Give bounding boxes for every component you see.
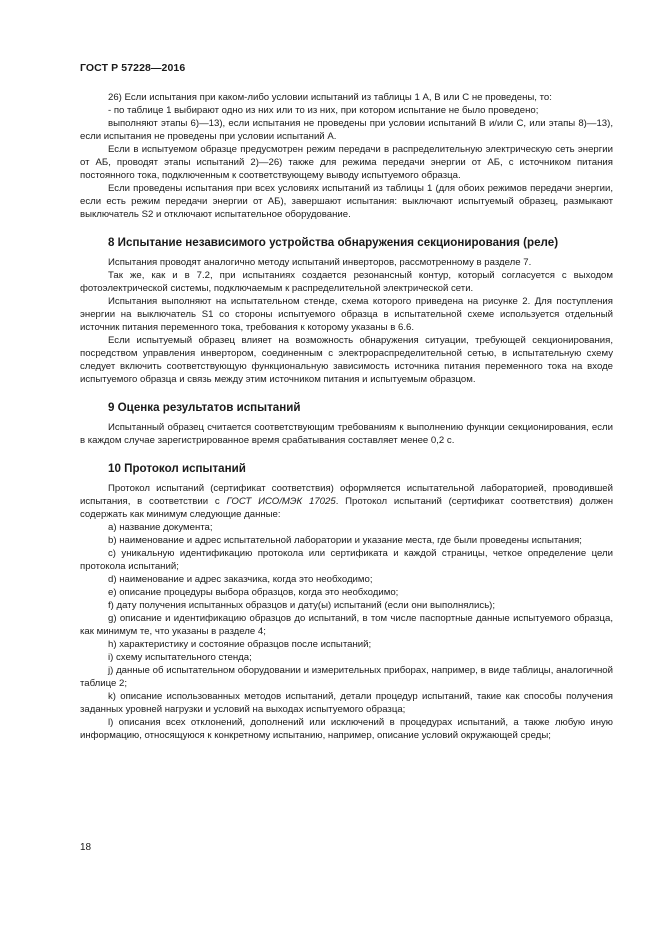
section-9-heading: 9 Оценка результатов испытаний bbox=[108, 401, 301, 414]
text-run: . Протокол испытаний (сертификат соответствия) должен содержать как минимум следующие данные: bbox=[80, 496, 614, 520]
list-item: g) описание и идентификацию образцов до испытаний, в том числе паспортные данные испытуемого образца, как минимум те, что указаны в разделе 4; bbox=[80, 613, 613, 637]
list-item: e) описание процедуры выбора образцов, когда это необходимо; bbox=[108, 587, 399, 598]
paragraph: Так же, как и в 7.2, при испытаниях создается резонансный контур, который согласуется с выходом фотоэлектрической системы, подключаемым к распределительной электрической сети. bbox=[80, 270, 613, 294]
list-item: c) уникальную идентификацию протокола или сертификата и каждой страницы, четкое определение цели протокола испытаний; bbox=[80, 548, 613, 572]
section-10-heading: 10 Протокол испытаний bbox=[108, 462, 246, 475]
list-item: l) описания всех отклонений, дополнений или исключений в процедурах испытаний, а также любую иную информацию, относящуюся к конкретному испытанию, например, описание условий окружающей среды; bbox=[80, 717, 613, 741]
list-item: b) наименование и адрес испытательной лаборатории и указание места, где были проведены испытания; bbox=[108, 535, 582, 546]
page-content bbox=[80, 91, 613, 742]
standard-header: ГОСТ Р 57228—2016 bbox=[80, 62, 186, 74]
list-item: h) характеристику и состояние образцов после испытаний; bbox=[108, 639, 372, 650]
list-item: i) схему испытательного стенда; bbox=[108, 652, 252, 663]
text-run: Протокол испытаний (сертификат соответствия) оформляется испытательной лабораторией, проводившей испытания, в соответствии с bbox=[80, 483, 613, 507]
page-number: 18 bbox=[80, 842, 92, 853]
paragraph: выполняют этапы 6)—13), если испытания не проведены при условии испытаний В и/или С, или этапы 8)—13), если испытания не проведены при условии испытаний А. bbox=[80, 118, 613, 142]
list-item: j) данные об испытательном оборудовании и измерительных приборах, например, в виде таблицы, аналогичной таблице 2; bbox=[80, 665, 613, 689]
list-item: а) название документа; bbox=[108, 522, 213, 533]
paragraph: Испытанный образец считается соответствующим требованиям к выполнению функции секционирования, если в каждом случае зарегистрированное время срабатывания составляет менее 0,2 с. bbox=[80, 422, 613, 446]
paragraph: Испытания выполняют на испытательном стенде, схема которого приведена на рисунке 2. Для поступления энергии на выключатель S1 со стороны испытуемого образца в испытательной схеме используется отдельный источник питания переменного тока, требования к которому указаны в 6.6. bbox=[80, 296, 613, 333]
standard-reference: ГОСТ ИСО/МЭК 17025 bbox=[226, 496, 336, 507]
list-item: k) описание использованных методов испытаний, детали процедур испытаний, такие как способы получения заданных уровней нагрузки и условий на выходах испытуемого образца; bbox=[80, 691, 613, 715]
paragraph: Если в испытуемом образце предусмотрен режим передачи в распределительную электрическую сеть энергии от АБ, проводят этапы испытаний 2)—26) также для режима передачи энергии от АБ, с источником питания постоянного тока, подключенным к соответствующему выводу испытуемого образца. bbox=[80, 144, 613, 181]
list-item: f) дату получения испытанных образцов и дату(ы) испытаний (если они выполнялись); bbox=[108, 600, 496, 611]
paragraph: Если испытуемый образец влияет на возможность обнаружения ситуации, требующей секционирования, посредством управления инвертором, соединенным с электрораспределительной сетью, в испытательную схему следует включить соответствующую функциональную зависимость источника питания переменного тока на входе испытуемого образца и связь между этим источником питания и испытуемым образцом. bbox=[80, 335, 613, 385]
section-8-heading: 8 Испытание независимого устройства обнаружения секционирования (реле) bbox=[108, 236, 559, 249]
paragraph bbox=[80, 482, 613, 521]
paragraph: - по таблице 1 выбирают одно из них или то из них, при котором испытание не было проведено; bbox=[108, 105, 539, 116]
paragraph: Если проведены испытания при всех условиях испытаний из таблицы 1 (для обоих режимов передачи энергии, если есть режим передачи энергии от АБ), завершают испытания: выключают испытуемый образец, размыкают выключатель S2 и отключают испытательное оборудование. bbox=[80, 183, 613, 220]
list-item: d) наименование и адрес заказчика, когда это необходимо; bbox=[108, 574, 373, 585]
paragraph: Испытания проводят аналогично методу испытаний инверторов, рассмотренному в разделе 7. bbox=[108, 257, 532, 268]
paragraph: 26) Если испытания при каком-либо условии испытаний из таблицы 1 А, В или С не проведены, то: bbox=[108, 92, 552, 103]
